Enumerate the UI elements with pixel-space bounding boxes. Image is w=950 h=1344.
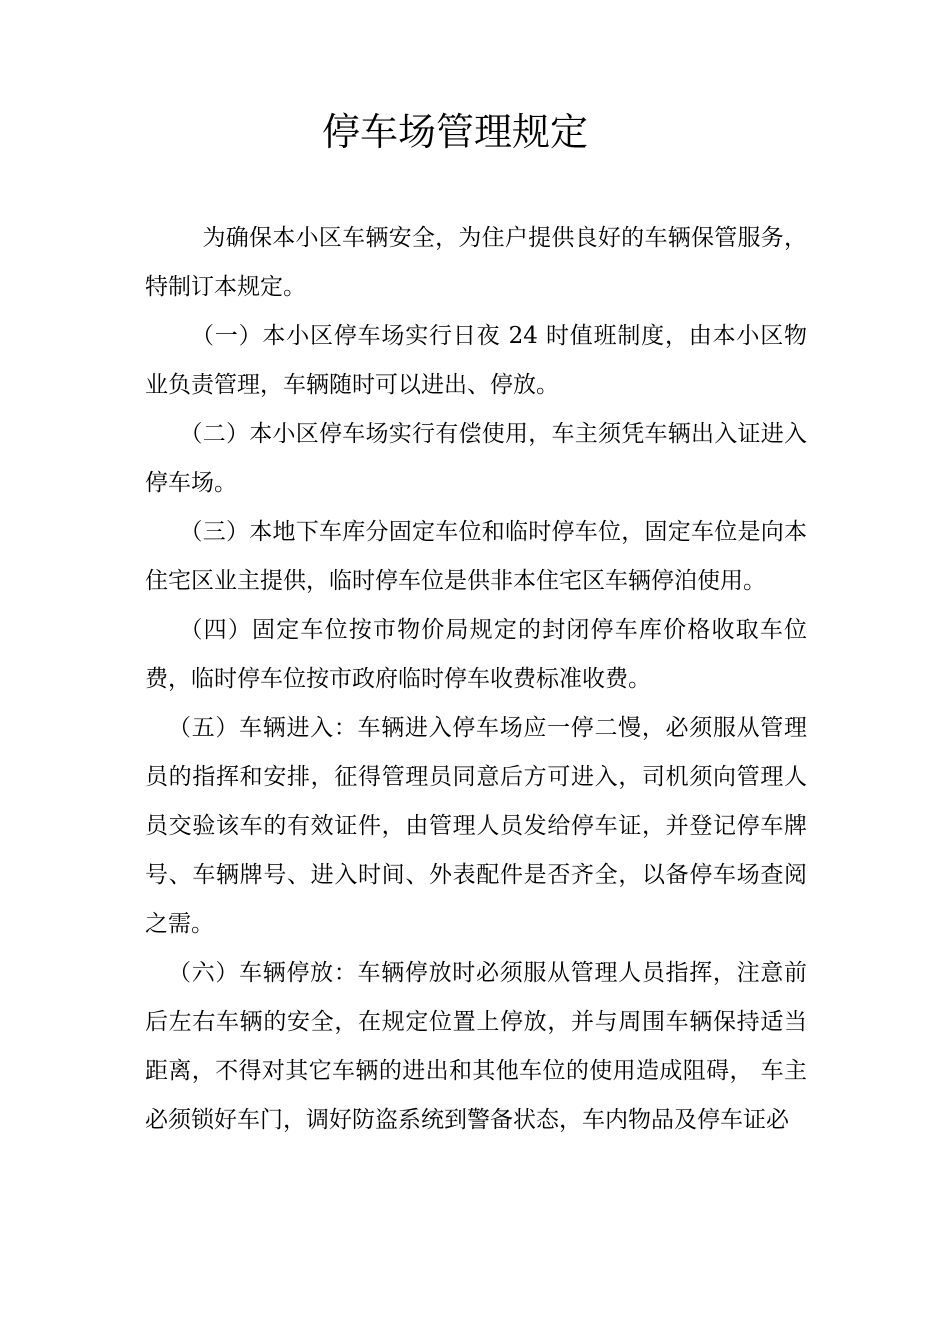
document-title: 停车场管理规定 [321,110,588,154]
paragraph-item-5: （五）车辆进入：车辆进入停车场应一停二慢，必须服从管理员的指挥和安排，征得管理员同意后方可进入，司机须向管理人员交验该车的有效证件，由管理人员发给停车证，并登记停车牌号、车辆牌号、进入时间、外表配件是否齐全，以备停车场查阅之需。 [145,715,807,937]
paragraph-item-3: （三）本地下车库分固定车位和临时停车位，固定车位是向本住宅区业主提供，临时停车位是供非本住宅区车辆停泊使用。 [145,519,807,594]
paragraph-item-1: （一）本小区停车场实行日夜 24 时值班制度，由本小区物业负责管理，车辆随时可以进出、停放。 [145,323,807,398]
document-body [145,214,807,1145]
paragraph-item-4: （四）固定车位按市物价局规定的封闭停车库价格收取车位费，临时停车位按市政府临时停车收费标准收费。 [145,617,807,692]
paragraph-item-2: （二）本小区停车场实行有偿使用，车主须凭车辆出入证进入停车场。 [145,421,807,496]
paragraph-item-6: （六）车辆停放：车辆停放时必须服从管理人员指挥，注意前后左右车辆的安全，在规定位置上停放，并与周围车辆保持适当距离，不得对其它车辆的进出和其他车位的使用造成阻碍， 车主必须锁好车门，调好防盗系统到警备状态，车内物品及停车证必 [145,960,807,1133]
paragraph-intro: 为确保本小区车辆安全，为住户提供良好的车辆保管服务，特制订本规定。 [145,225,807,300]
